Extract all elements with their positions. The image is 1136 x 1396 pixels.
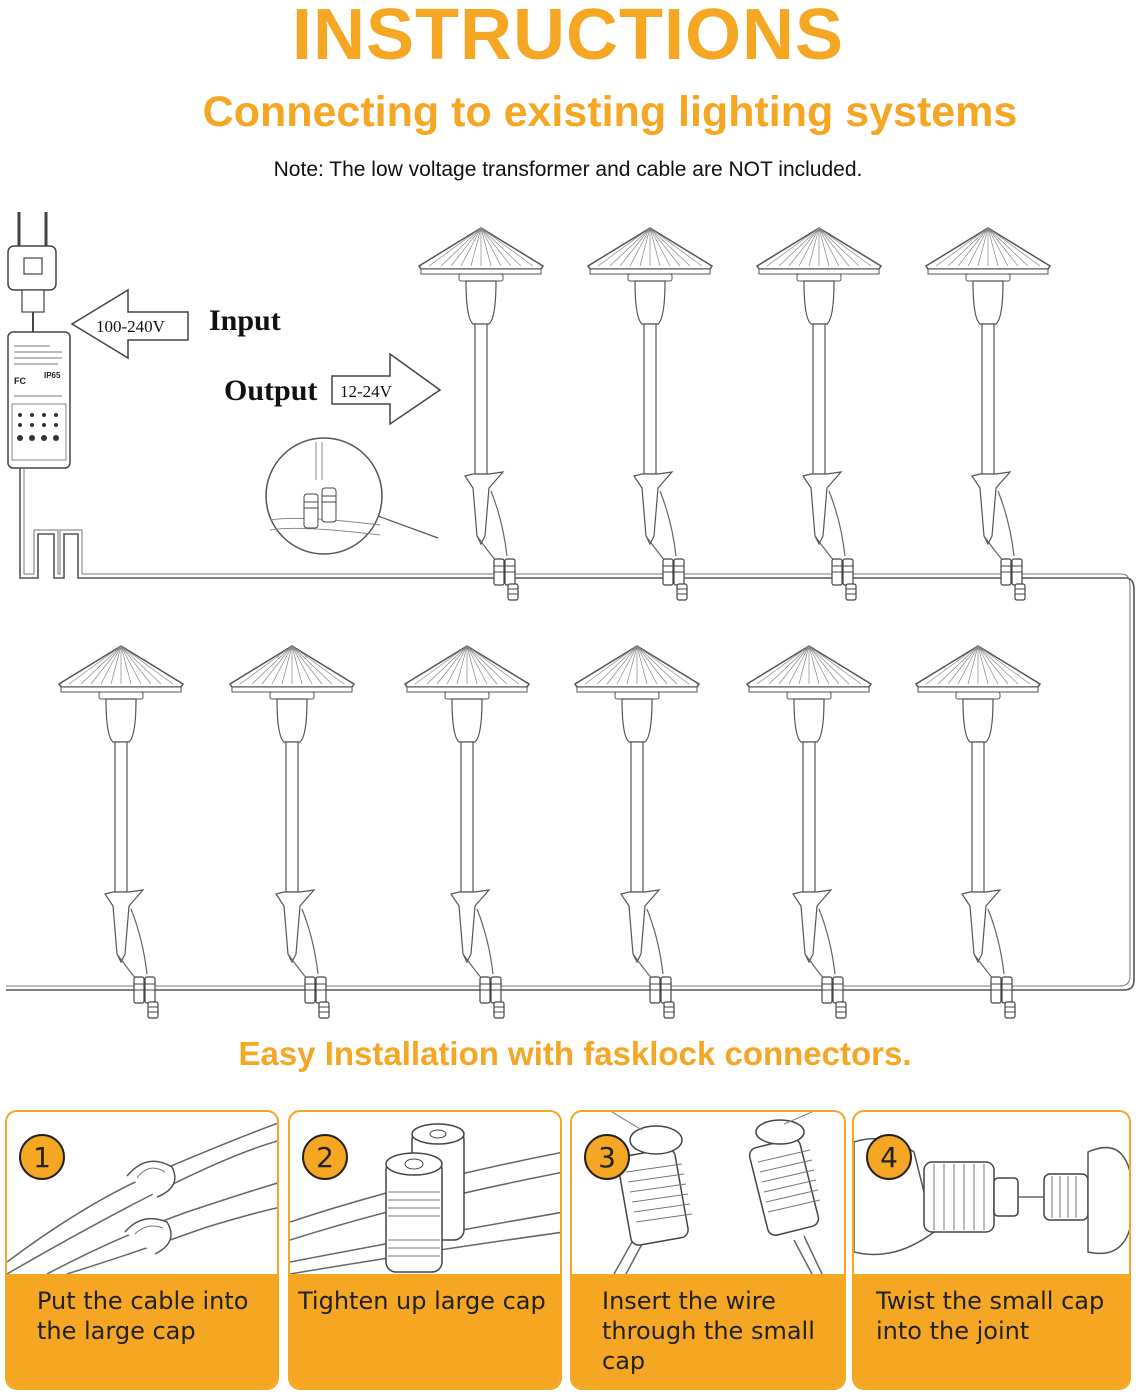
note-text: Note: The low voltage transformer and cable are NOT included. <box>273 158 863 181</box>
step-card-1 <box>5 1110 279 1390</box>
svg-text:FC: FC <box>14 376 26 386</box>
path-light-icon <box>588 228 712 600</box>
path-light-icon <box>230 646 354 1018</box>
step-number-badge: 3 <box>584 1134 630 1180</box>
path-light-icon <box>405 646 529 1018</box>
step-number-badge: 2 <box>302 1134 348 1180</box>
step-card-3 <box>570 1110 846 1390</box>
output-voltage-label: 12-24V <box>340 382 392 401</box>
step-card-4 <box>852 1110 1131 1390</box>
step-card-2 <box>288 1110 562 1390</box>
installation-heading: Easy Installation with fasklock connectors. <box>238 1035 912 1072</box>
step-caption: Put the cable into the large cap <box>7 1274 277 1388</box>
step-caption: Twist the small cap into the joint <box>854 1274 1129 1388</box>
input-label: Input <box>209 304 281 337</box>
path-light-icon <box>757 228 881 600</box>
path-light-icon <box>59 646 183 1018</box>
path-light-icon <box>926 228 1050 600</box>
ip-rating-label: IP65 <box>44 371 61 380</box>
connector-detail-icon <box>266 438 438 554</box>
plug-icon <box>8 212 56 332</box>
step-caption: Insert the wire through the small cap <box>572 1274 844 1388</box>
output-label: Output <box>224 374 318 407</box>
page-title: INSTRUCTIONS <box>292 0 844 75</box>
step-caption: Tighten up large cap <box>290 1274 560 1388</box>
path-light-icon <box>916 646 1040 1018</box>
path-light-icon <box>575 646 699 1018</box>
input-voltage-label: 100-240V <box>96 317 165 336</box>
step-number-badge: 1 <box>19 1134 65 1180</box>
step-number-badge: 4 <box>866 1134 912 1180</box>
page-subtitle: Connecting to existing lighting systems <box>202 88 1018 136</box>
path-light-icon <box>419 228 543 600</box>
path-light-icon <box>747 646 871 1018</box>
power-adapter-icon <box>8 332 70 468</box>
